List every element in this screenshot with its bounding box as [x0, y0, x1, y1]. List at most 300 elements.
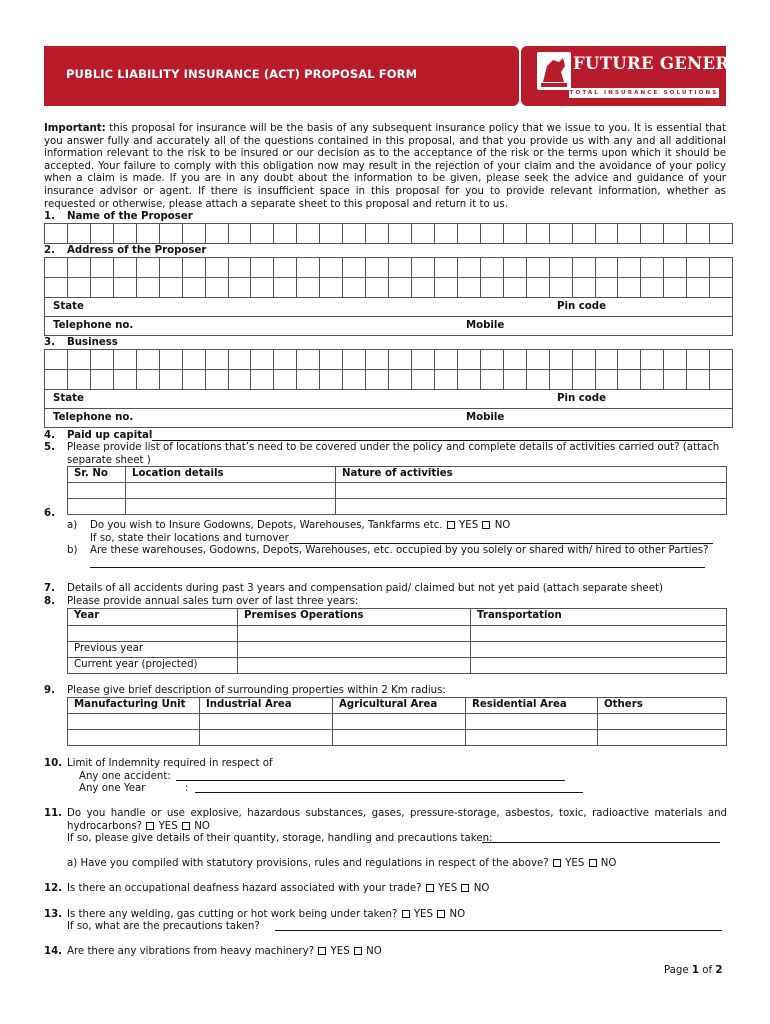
section-9-text: Please give brief description of surrounding properties within 2 Km radius:	[67, 685, 446, 696]
char-box[interactable]	[458, 224, 481, 243]
section-11-sub-label: If so, please give details of their quantity, storage, handling and precautions taken:	[67, 833, 493, 844]
section-11-details-input[interactable]	[482, 842, 720, 843]
section-8-text: Please provide annual sales turn over of last three years:	[67, 596, 359, 607]
char-box[interactable]	[550, 278, 573, 297]
no-label: NO	[600, 858, 617, 869]
char-box[interactable]	[68, 370, 91, 389]
char-box[interactable]	[68, 258, 91, 277]
section-11-text-line-2: hydrocarbons?	[67, 821, 143, 832]
table-row[interactable]	[68, 658, 727, 674]
char-box[interactable]	[137, 224, 160, 243]
char-box[interactable]	[641, 350, 664, 369]
section-6a-label: a)	[67, 520, 78, 531]
char-box[interactable]	[618, 370, 641, 389]
table-header-row	[68, 467, 727, 483]
char-box[interactable]	[343, 258, 366, 277]
char-box[interactable]	[320, 278, 343, 297]
char-box[interactable]	[412, 224, 435, 243]
char-box[interactable]	[641, 258, 664, 277]
business-grid-line-1[interactable]	[44, 349, 733, 370]
table-cell[interactable]	[238, 626, 471, 642]
char-box[interactable]	[389, 224, 412, 243]
address-grid-line-1[interactable]	[44, 257, 733, 278]
char-box[interactable]	[229, 370, 252, 389]
section-13-precautions-input[interactable]	[275, 930, 722, 931]
char-box[interactable]	[137, 278, 160, 297]
char-box[interactable]	[206, 258, 229, 277]
char-box[interactable]	[320, 258, 343, 277]
any-one-year-label: Any one Year	[79, 783, 146, 794]
yes-checkbox[interactable]	[447, 521, 455, 529]
table-row[interactable]	[68, 642, 727, 658]
table-cell[interactable]	[68, 626, 238, 642]
char-box[interactable]	[366, 224, 389, 243]
paid-up-capital-input[interactable]	[152, 440, 713, 441]
section-10-number: 10.	[44, 758, 63, 769]
char-box[interactable]	[160, 350, 183, 369]
char-box[interactable]	[458, 370, 481, 389]
column-header: Sr. No	[68, 467, 126, 483]
char-box[interactable]	[596, 350, 619, 369]
yes-label: YES	[158, 821, 178, 832]
locations-turnover-label: If so, state their locations and turnover	[90, 533, 289, 544]
char-box[interactable]	[274, 278, 297, 297]
section-6b-input[interactable]	[90, 567, 705, 568]
char-box[interactable]	[206, 224, 229, 243]
char-box[interactable]	[481, 350, 504, 369]
char-box[interactable]	[366, 258, 389, 277]
table-cell[interactable]	[126, 483, 336, 499]
char-box[interactable]	[274, 258, 297, 277]
char-box[interactable]	[45, 350, 68, 369]
no-label: NO	[366, 946, 382, 957]
yes-label: YES	[459, 520, 479, 531]
char-box[interactable]	[91, 258, 114, 277]
char-box[interactable]	[504, 278, 527, 297]
yes-checkbox[interactable]	[402, 910, 410, 918]
important-text: this proposal for insurance will be the basis of any subsequent insurance policy that we issue to you. It is essential that you answer fully and accurately all of the questions contained in this proposal, and that you provide us with any and all additional information relevant to the risk to be insured or our decision as to the acceptance of the risk or the terms upon which it should be accepted. Your failure to comply with this obligation now may result in the rejection of your claim and the avoidance of your policy when a claim is made. If you are in any doubt about the information to be given, please seek the advice and guidance of your insurance advisor or agent. If there is insufficient space in this proposal for you to provide relevant information, whether as requested or otherwise, please attach a separate sheet to this proposal and return it to us.	[44, 123, 726, 210]
char-box[interactable]	[641, 278, 664, 297]
pin-code-label: Pin code	[557, 393, 606, 404]
char-box[interactable]	[527, 350, 550, 369]
char-box[interactable]	[527, 370, 550, 389]
char-box[interactable]	[618, 258, 641, 277]
lion-emblem-icon	[537, 52, 571, 90]
business-telephone-row[interactable]	[44, 408, 733, 428]
yes-checkbox[interactable]	[426, 884, 434, 892]
char-box[interactable]	[297, 224, 320, 243]
table-row[interactable]	[68, 483, 727, 499]
char-box[interactable]	[366, 370, 389, 389]
table-cell[interactable]	[333, 730, 466, 746]
char-box[interactable]	[320, 370, 343, 389]
char-box[interactable]	[710, 350, 733, 369]
char-box[interactable]	[596, 370, 619, 389]
locations-turnover-input[interactable]	[289, 543, 713, 544]
table-cell[interactable]	[200, 730, 333, 746]
char-box[interactable]	[251, 278, 274, 297]
char-box[interactable]	[481, 370, 504, 389]
important-notice	[44, 123, 726, 211]
yes-label: YES	[438, 883, 458, 894]
char-box[interactable]	[412, 350, 435, 369]
business-state-row[interactable]	[44, 389, 733, 409]
char-box[interactable]	[573, 278, 596, 297]
char-box[interactable]	[297, 258, 320, 277]
section-11-number: 11.	[44, 808, 63, 819]
section-7-text: Details of all accidents during past 3 years and compensation paid/ claimed but not yet paid (attach separate sheet)	[67, 583, 663, 594]
char-box[interactable]	[710, 224, 733, 243]
section-12-question	[67, 883, 489, 896]
char-box[interactable]	[550, 258, 573, 277]
char-box[interactable]	[389, 370, 412, 389]
char-box[interactable]	[251, 370, 274, 389]
section-2-number: 2.	[44, 245, 55, 256]
char-box[interactable]	[343, 224, 366, 243]
char-box[interactable]	[229, 224, 252, 243]
column-header: Location details	[126, 467, 336, 483]
table-cell[interactable]	[471, 642, 727, 658]
yes-checkbox[interactable]	[553, 859, 561, 867]
char-box[interactable]	[641, 224, 664, 243]
char-box[interactable]	[160, 278, 183, 297]
char-box[interactable]	[687, 370, 710, 389]
char-box[interactable]	[596, 278, 619, 297]
char-box[interactable]	[596, 224, 619, 243]
char-box[interactable]	[687, 278, 710, 297]
char-box[interactable]	[527, 258, 550, 277]
char-box[interactable]	[251, 350, 274, 369]
char-box[interactable]	[206, 350, 229, 369]
char-box[interactable]	[710, 370, 733, 389]
char-box[interactable]	[687, 224, 710, 243]
section-3-title: Business	[67, 337, 118, 348]
yes-checkbox[interactable]	[146, 822, 154, 830]
char-box[interactable]	[229, 258, 252, 277]
char-box[interactable]	[160, 224, 183, 243]
telephone-label: Telephone no.	[53, 320, 134, 331]
char-box[interactable]	[481, 224, 504, 243]
mobile-label: Mobile	[466, 412, 505, 423]
current-page: 1	[691, 965, 700, 976]
char-box[interactable]	[435, 258, 458, 277]
char-box[interactable]	[573, 258, 596, 277]
char-box[interactable]	[550, 224, 573, 243]
char-box[interactable]	[664, 278, 687, 297]
state-label: State	[53, 393, 84, 404]
char-box[interactable]	[481, 258, 504, 277]
column-header: Manufacturing Unit	[68, 698, 200, 714]
address-state-row[interactable]	[44, 297, 733, 317]
char-box[interactable]	[229, 350, 252, 369]
locations-table	[67, 466, 727, 515]
char-box[interactable]	[251, 224, 274, 243]
table-cell[interactable]	[126, 499, 336, 515]
column-header: Nature of activities	[336, 467, 727, 483]
section-13-text: Is there any welding, gas cutting or hot work being under taken?	[67, 909, 398, 920]
char-box[interactable]	[91, 224, 114, 243]
char-box[interactable]	[114, 350, 137, 369]
section-6a-sub	[90, 533, 289, 546]
char-box[interactable]	[45, 278, 68, 297]
table-row[interactable]	[68, 714, 727, 730]
char-box[interactable]	[183, 258, 206, 277]
char-box[interactable]	[183, 370, 206, 389]
char-box[interactable]	[504, 224, 527, 243]
section-7-number: 7.	[44, 583, 55, 594]
table-row[interactable]	[68, 499, 727, 515]
any-one-accident-input[interactable]	[176, 780, 565, 781]
table-cell[interactable]	[466, 730, 598, 746]
char-box[interactable]	[206, 370, 229, 389]
no-checkbox[interactable]	[354, 947, 362, 955]
char-box[interactable]	[412, 370, 435, 389]
section-2-title: Address of the Proposer	[67, 245, 207, 256]
char-box[interactable]	[45, 258, 68, 277]
char-box[interactable]	[664, 370, 687, 389]
char-box[interactable]	[251, 258, 274, 277]
char-box[interactable]	[320, 350, 343, 369]
char-box[interactable]	[710, 278, 733, 297]
form-title: PUBLIC LIABILITY INSURANCE (ACT) PROPOSAL FORM	[66, 67, 418, 81]
char-box[interactable]	[114, 258, 137, 277]
table-cell[interactable]	[333, 714, 466, 730]
yes-label: YES	[413, 909, 433, 920]
section-6b-text: Are these warehouses, Godowns, Depots, Warehouses, etc. occupied by you solely or shared with/ hired to other Parties?	[90, 545, 709, 556]
char-box[interactable]	[91, 278, 114, 297]
char-box[interactable]	[297, 278, 320, 297]
char-box[interactable]	[550, 370, 573, 389]
yes-label: YES	[565, 858, 585, 869]
char-box[interactable]	[206, 278, 229, 297]
section-11-question	[67, 821, 210, 834]
char-box[interactable]	[91, 370, 114, 389]
no-checkbox[interactable]	[182, 822, 190, 830]
char-box[interactable]	[389, 278, 412, 297]
section-13-question	[67, 909, 465, 922]
form-title-banner	[44, 46, 519, 106]
char-box[interactable]	[573, 224, 596, 243]
section-13-sub-label: If so, what are the precautions taken?	[67, 921, 260, 932]
char-box[interactable]	[160, 258, 183, 277]
char-box[interactable]	[458, 278, 481, 297]
brand-name: FUTURE GENERALI	[573, 54, 763, 73]
char-box[interactable]	[274, 224, 297, 243]
char-box[interactable]	[573, 350, 596, 369]
char-box[interactable]	[504, 350, 527, 369]
char-box[interactable]	[435, 370, 458, 389]
char-box[interactable]	[618, 350, 641, 369]
section-9-number: 9.	[44, 685, 55, 696]
table-cell[interactable]	[336, 499, 727, 515]
surrounding-properties-table	[67, 697, 727, 746]
row-label: Current year (projected)	[68, 658, 238, 674]
char-box[interactable]	[137, 258, 160, 277]
char-box[interactable]	[412, 258, 435, 277]
no-checkbox[interactable]	[461, 884, 469, 892]
table-row[interactable]	[68, 626, 727, 642]
section-14-question	[67, 946, 382, 959]
column-header: Year	[68, 609, 238, 626]
sales-turnover-table	[67, 608, 727, 674]
char-box[interactable]	[664, 258, 687, 277]
no-label: NO	[494, 520, 511, 531]
section-11a-question	[67, 858, 616, 871]
char-box[interactable]	[389, 258, 412, 277]
char-box[interactable]	[68, 350, 91, 369]
table-cell[interactable]	[336, 483, 727, 499]
table-cell[interactable]	[68, 483, 126, 499]
table-header-row	[68, 609, 727, 626]
total-pages: 2	[715, 965, 723, 976]
char-box[interactable]	[389, 350, 412, 369]
no-checkbox[interactable]	[482, 521, 490, 529]
section-14-text: Are there any vibrations from heavy machinery?	[67, 946, 315, 957]
char-box[interactable]	[137, 370, 160, 389]
table-header-row	[68, 698, 727, 714]
char-box[interactable]	[183, 278, 206, 297]
char-box[interactable]	[687, 258, 710, 277]
char-box[interactable]	[618, 278, 641, 297]
table-cell[interactable]	[238, 658, 471, 674]
char-box[interactable]	[274, 370, 297, 389]
column-header: Residential Area	[466, 698, 598, 714]
table-cell[interactable]	[200, 714, 333, 730]
table-cell[interactable]	[68, 499, 126, 515]
section-6-number: 6.	[44, 508, 55, 519]
char-box[interactable]	[229, 278, 252, 297]
section-6b-label: b)	[67, 545, 78, 556]
section-6a-text: Do you wish to Insure Godowns, Depots, Warehouses, Tankfarms etc.	[90, 520, 443, 531]
important-label: Important:	[44, 123, 106, 134]
char-box[interactable]	[435, 224, 458, 243]
char-box[interactable]	[114, 224, 137, 243]
section-6a-question	[90, 520, 510, 533]
section-4-number: 4.	[44, 430, 55, 441]
any-one-accident-label: Any one accident:	[79, 771, 171, 782]
column-header: Premises Operations	[238, 609, 471, 626]
table-cell[interactable]	[68, 714, 200, 730]
char-box[interactable]	[297, 370, 320, 389]
proposer-name-grid[interactable]	[44, 223, 733, 244]
page-word: Page	[664, 965, 689, 976]
char-box[interactable]	[664, 224, 687, 243]
paid-up-capital-label: Paid up capital	[67, 430, 153, 441]
section-1-number: 1.	[44, 211, 55, 222]
no-checkbox[interactable]	[437, 910, 445, 918]
char-box[interactable]	[458, 258, 481, 277]
brand-tagline: TOTAL INSURANCE SOLUTIONS	[569, 90, 719, 96]
char-box[interactable]	[160, 370, 183, 389]
char-box[interactable]	[114, 278, 137, 297]
section-12-number: 12.	[44, 883, 63, 894]
column-header: Agricultural Area	[333, 698, 466, 714]
char-box[interactable]	[618, 224, 641, 243]
char-box[interactable]	[504, 370, 527, 389]
column-header: Others	[598, 698, 727, 714]
char-box[interactable]	[91, 350, 114, 369]
char-box[interactable]	[68, 224, 91, 243]
char-box[interactable]	[183, 224, 206, 243]
table-cell[interactable]	[598, 730, 727, 746]
table-cell[interactable]	[68, 730, 200, 746]
char-box[interactable]	[527, 278, 550, 297]
char-box[interactable]	[366, 350, 389, 369]
char-box[interactable]	[343, 278, 366, 297]
char-box[interactable]	[504, 258, 527, 277]
char-box[interactable]	[664, 350, 687, 369]
yes-label: YES	[330, 946, 350, 957]
char-box[interactable]	[297, 350, 320, 369]
business-grid-line-2[interactable]	[44, 369, 733, 390]
table-row[interactable]	[68, 730, 727, 746]
char-box[interactable]	[435, 350, 458, 369]
char-box[interactable]	[550, 350, 573, 369]
table-cell[interactable]	[598, 714, 727, 730]
any-one-year-colon: :	[185, 783, 189, 794]
table-cell[interactable]	[238, 642, 471, 658]
char-box[interactable]	[343, 350, 366, 369]
telephone-label: Telephone no.	[53, 412, 134, 423]
section-8-number: 8.	[44, 596, 55, 607]
of-word: of	[702, 965, 713, 976]
section-10-text: Limit of Indemnity required in respect of	[67, 758, 273, 769]
char-box[interactable]	[320, 224, 343, 243]
page-number	[664, 965, 722, 978]
no-label: NO	[449, 909, 466, 920]
any-one-year-input[interactable]	[195, 792, 583, 793]
char-box[interactable]	[366, 278, 389, 297]
char-box[interactable]	[573, 370, 596, 389]
char-box[interactable]	[412, 278, 435, 297]
char-box[interactable]	[687, 350, 710, 369]
char-box[interactable]	[527, 224, 550, 243]
section-11a-text: a) Have you compiled with statutory provisions, rules and regulations in respect of the above?	[67, 858, 549, 869]
section-3-number: 3.	[44, 337, 55, 348]
char-box[interactable]	[481, 278, 504, 297]
section-11-text-line-1: Do you handle or use explosive, hazardous substances, gases, pressure-storage, asbestos, toxic, radioactive materials and	[67, 808, 727, 819]
yes-checkbox[interactable]	[318, 947, 326, 955]
char-box[interactable]	[114, 370, 137, 389]
char-box[interactable]	[274, 350, 297, 369]
section-5-text: Please provide list of locations that’s need to be covered under the policy and complete details of activities carried out? (attach separate sheet )	[67, 442, 720, 466]
char-box[interactable]	[435, 278, 458, 297]
char-box[interactable]	[68, 278, 91, 297]
table-cell[interactable]	[471, 626, 727, 642]
char-box[interactable]	[710, 258, 733, 277]
no-checkbox[interactable]	[589, 859, 597, 867]
address-telephone-row[interactable]	[44, 316, 733, 336]
address-grid-line-2[interactable]	[44, 277, 733, 298]
char-box[interactable]	[343, 370, 366, 389]
section-1-title: Name of the Proposer	[67, 211, 193, 222]
pin-code-label: Pin code	[557, 301, 606, 312]
char-box[interactable]	[45, 370, 68, 389]
section-12-text: Is there an occupational deafness hazard associated with your trade?	[67, 883, 422, 894]
char-box[interactable]	[137, 350, 160, 369]
section-14-number: 14.	[44, 946, 63, 957]
char-box[interactable]	[183, 350, 206, 369]
char-box[interactable]	[641, 370, 664, 389]
char-box[interactable]	[45, 224, 68, 243]
char-box[interactable]	[596, 258, 619, 277]
char-box[interactable]	[458, 350, 481, 369]
mobile-label: Mobile	[466, 320, 505, 331]
no-label: NO	[194, 821, 210, 832]
table-cell[interactable]	[471, 658, 727, 674]
row-label: Previous year	[68, 642, 238, 658]
table-cell[interactable]	[466, 714, 598, 730]
